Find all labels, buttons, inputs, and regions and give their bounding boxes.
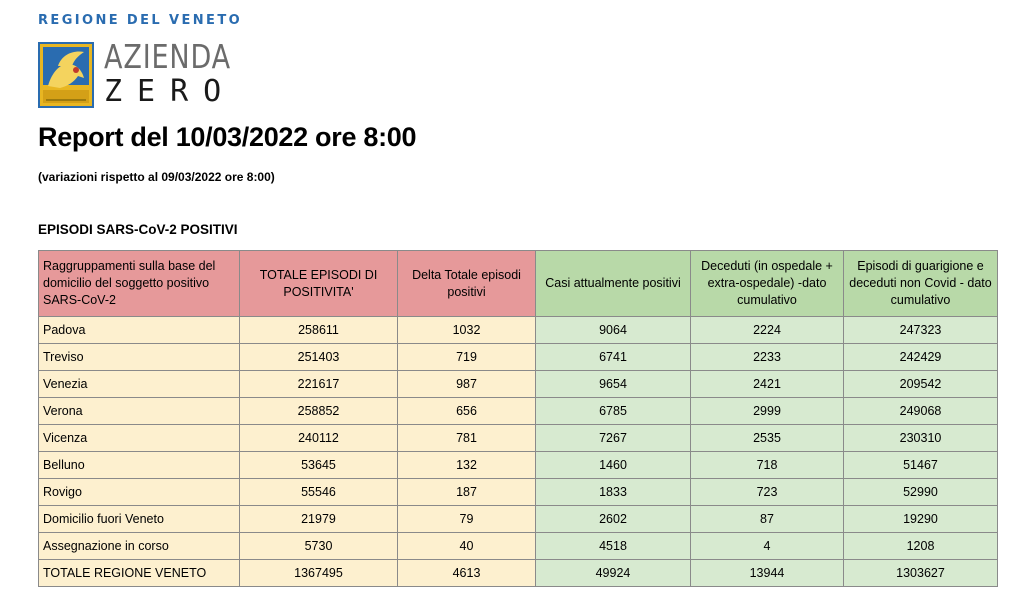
header-deceased: Deceduti (in ospedale + extra-ospedale) -dato cumulativo <box>691 251 844 317</box>
cell-total: 21979 <box>240 506 398 533</box>
cell-current: 7267 <box>536 425 691 452</box>
table-row <box>39 506 998 533</box>
cell-current: 9064 <box>536 317 691 344</box>
cell-total: 240112 <box>240 425 398 452</box>
row-label: Domicilio fuori Veneto <box>39 506 240 533</box>
cell-total: 55546 <box>240 479 398 506</box>
cell-recovered: 19290 <box>844 506 998 533</box>
cell-delta: 4613 <box>398 560 536 587</box>
table-row <box>39 344 998 371</box>
cell-current: 49924 <box>536 560 691 587</box>
cell-total: 1367495 <box>240 560 398 587</box>
cell-deceased: 2535 <box>691 425 844 452</box>
cell-delta: 187 <box>398 479 536 506</box>
logo-azienda: AZIENDA <box>104 37 231 76</box>
cell-delta: 719 <box>398 344 536 371</box>
logo-zero: ZERO <box>104 74 237 109</box>
cell-recovered: 1208 <box>844 533 998 560</box>
cell-deceased: 2421 <box>691 371 844 398</box>
cell-deceased: 2224 <box>691 317 844 344</box>
positive-episodes-table <box>38 250 998 587</box>
cell-current: 6785 <box>536 398 691 425</box>
cell-delta: 656 <box>398 398 536 425</box>
report-subtitle: (variazioni rispetto al 09/03/2022 ore 8:00) <box>38 170 275 184</box>
cell-deceased: 2233 <box>691 344 844 371</box>
table-header-row <box>39 251 998 317</box>
header-delta-episodes: Delta Totale episodi positivi <box>398 251 536 317</box>
cell-deceased: 2999 <box>691 398 844 425</box>
cell-recovered: 209542 <box>844 371 998 398</box>
cell-delta: 132 <box>398 452 536 479</box>
cell-delta: 40 <box>398 533 536 560</box>
section-title: EPISODI SARS-CoV-2 POSITIVI <box>38 222 238 237</box>
header-total-episodes: TOTALE EPISODI DI POSITIVITA' <box>240 251 398 317</box>
cell-deceased: 87 <box>691 506 844 533</box>
row-label: Belluno <box>39 452 240 479</box>
table-row <box>39 371 998 398</box>
cell-recovered: 52990 <box>844 479 998 506</box>
cell-total: 5730 <box>240 533 398 560</box>
row-label: Treviso <box>39 344 240 371</box>
cell-total: 258852 <box>240 398 398 425</box>
row-label: Assegnazione in corso <box>39 533 240 560</box>
cell-delta: 987 <box>398 371 536 398</box>
region-name: REGIONE DEL VENETO <box>38 13 243 28</box>
cell-delta: 79 <box>398 506 536 533</box>
cell-deceased: 718 <box>691 452 844 479</box>
cell-total: 221617 <box>240 371 398 398</box>
cell-recovered: 1303627 <box>844 560 998 587</box>
cell-current: 1833 <box>536 479 691 506</box>
lion-emblem-icon <box>38 42 94 108</box>
table-row <box>39 398 998 425</box>
table-total-row <box>39 560 998 587</box>
cell-recovered: 247323 <box>844 317 998 344</box>
header-recovered: Episodi di guarigione e deceduti non Covid - dato cumulativo <box>844 251 998 317</box>
cell-deceased: 13944 <box>691 560 844 587</box>
row-label: Rovigo <box>39 479 240 506</box>
cell-current: 2602 <box>536 506 691 533</box>
row-label: Venezia <box>39 371 240 398</box>
cell-total: 258611 <box>240 317 398 344</box>
cell-recovered: 230310 <box>844 425 998 452</box>
table-row <box>39 533 998 560</box>
cell-delta: 1032 <box>398 317 536 344</box>
cell-recovered: 249068 <box>844 398 998 425</box>
cell-deceased: 723 <box>691 479 844 506</box>
cell-current: 1460 <box>536 452 691 479</box>
cell-delta: 781 <box>398 425 536 452</box>
cell-current: 9654 <box>536 371 691 398</box>
row-label: TOTALE REGIONE VENETO <box>39 560 240 587</box>
table-row <box>39 425 998 452</box>
cell-recovered: 51467 <box>844 452 998 479</box>
table-row <box>39 317 998 344</box>
cell-recovered: 242429 <box>844 344 998 371</box>
header-grouping: Raggruppamenti sulla base del domicilio del soggetto positivo SARS-CoV-2 <box>39 251 240 317</box>
row-label: Verona <box>39 398 240 425</box>
cell-total: 53645 <box>240 452 398 479</box>
row-label: Vicenza <box>39 425 240 452</box>
cell-deceased: 4 <box>691 533 844 560</box>
cell-current: 6741 <box>536 344 691 371</box>
report-title: Report del 10/03/2022 ore 8:00 <box>38 122 417 152</box>
table-row <box>39 479 998 506</box>
header-current-positives: Casi attualmente positivi <box>536 251 691 317</box>
row-label: Padova <box>39 317 240 344</box>
table-row <box>39 452 998 479</box>
cell-current: 4518 <box>536 533 691 560</box>
cell-total: 251403 <box>240 344 398 371</box>
